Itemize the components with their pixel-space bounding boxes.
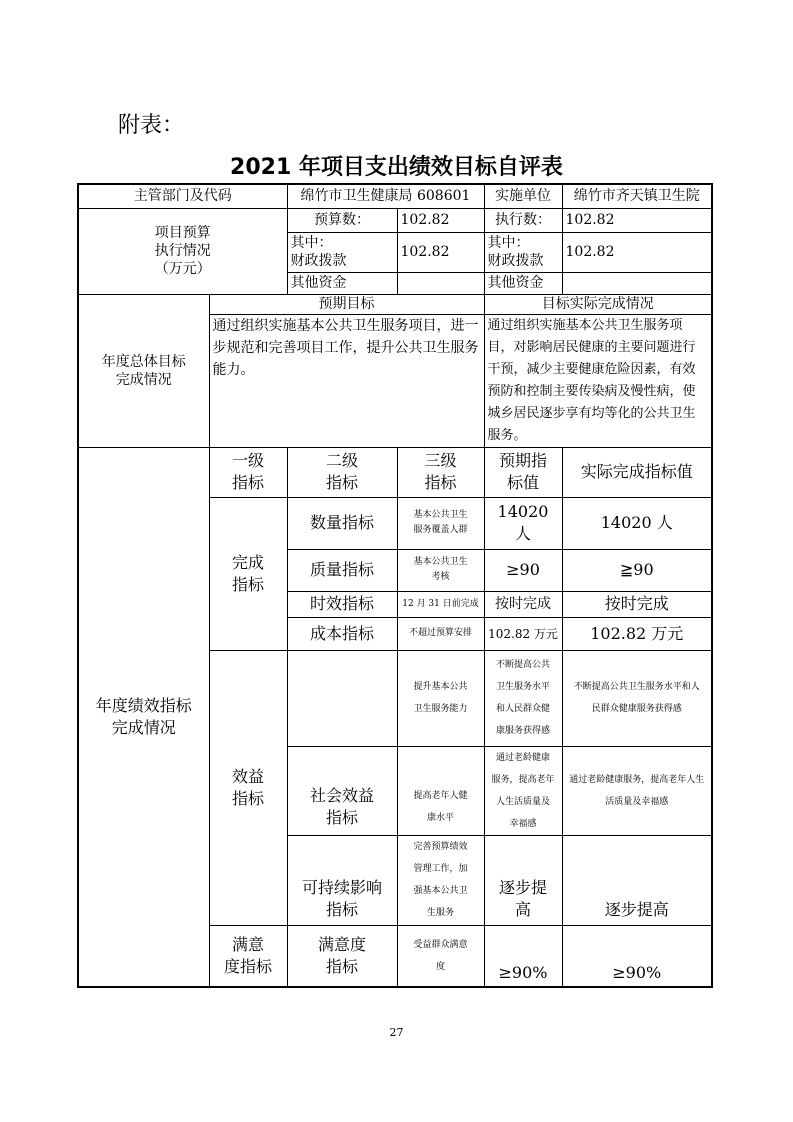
unit-label: 实施单位 (484, 184, 562, 208)
satisfaction-indicators-label: 满意 度指标 (209, 925, 287, 987)
indicator-actual: 通过老龄健康服务，提高老年人生 活质量及幸福感 (562, 746, 712, 835)
fiscal-label-2: 其中： 财政拨款 (484, 232, 562, 272)
indicator-actual: 按时完成 (562, 591, 712, 617)
indicator-actual: 不断提高公共卫生服务水平和人 民群众健康服务获得感 (562, 650, 712, 746)
page-title: 2021 年项目支出绩效目标自评表 (230, 155, 563, 180)
indicator-l2: 可持续影响 指标 (287, 835, 397, 925)
indicator-l3: 完善预算绩效 管理工作，加 强基本公共卫 生服务 (397, 835, 484, 925)
level1-header: 一级 指标 (209, 447, 287, 497)
page-number: 27 (389, 1026, 404, 1039)
actual-goal-header: 目标实际完成情况 (484, 294, 712, 314)
other-fund-value (397, 272, 484, 294)
indicator-l2: 质量指标 (287, 549, 397, 591)
attachment-label: 附表： (118, 113, 185, 138)
indicator-l3: 提升基本公共 卫生服务能力 (397, 650, 484, 746)
indicator-l3: 不超过预算安排 (397, 617, 484, 650)
level3-header: 三级 指标 (397, 447, 484, 497)
budget-amount-label: 预算数： (287, 208, 397, 232)
performance-indicators-label: 年度绩效指标 完成情况 (78, 447, 209, 987)
actual-value-header: 实际完成指标值 (562, 447, 712, 497)
unit-value: 绵竹市齐天镇卫生院 (562, 184, 712, 208)
fiscal-label: 其中： 财政拨款 (287, 232, 397, 272)
indicator-l3: 受益群众满意 度 (397, 925, 484, 987)
exec-amount-label: 执行数： (484, 208, 562, 232)
other-fund-value-2 (562, 272, 712, 294)
indicator-actual: ≥90% (562, 925, 712, 987)
indicator-expected: ≥90 (484, 549, 562, 591)
indicator-l2: 社会效益 指标 (287, 746, 397, 835)
indicator-actual: ≧90 (562, 549, 712, 591)
evaluation-table (77, 183, 713, 988)
indicator-expected: 不断提高公共 卫生服务水平 和人民群众健 康服务获得感 (484, 650, 562, 746)
other-fund-label: 其他资金 (287, 272, 397, 294)
indicator-l3: 基本公共卫生 服务覆盖人群 (397, 497, 484, 549)
expected-value-header: 预期指 标值 (484, 447, 562, 497)
indicator-l2: 数量指标 (287, 497, 397, 549)
indicator-l2: 满意度 指标 (287, 925, 397, 987)
fiscal-value: 102.82 (397, 232, 484, 272)
indicator-expected: 102.82 万元 (484, 617, 562, 650)
dept-value: 绵竹市卫生健康局 608601 (287, 184, 484, 208)
expected-goal-text: 通过组织实施基本公共卫生服务项目，进一步规范和完善项目工作，提升公共卫生服务能力。 (209, 314, 484, 447)
indicator-l2 (287, 650, 397, 746)
exec-amount-value: 102.82 (562, 208, 712, 232)
completion-indicators-label: 完成 指标 (209, 497, 287, 650)
indicator-l2: 成本指标 (287, 617, 397, 650)
fiscal-value-2: 102.82 (562, 232, 712, 272)
indicator-actual: 14020 人 (562, 497, 712, 549)
indicator-expected: 逐步提 高 (484, 835, 562, 925)
indicator-expected: ≥90% (484, 925, 562, 987)
dept-label: 主管部门及代码 (78, 184, 287, 208)
indicator-l2: 时效指标 (287, 591, 397, 617)
indicator-l3: 12 月 31 日前完成 (397, 591, 484, 617)
expected-goal-header: 预期目标 (209, 294, 484, 314)
indicator-expected: 通过老龄健康 服务，提高老年 人生活质量及 幸福感 (484, 746, 562, 835)
indicator-expected: 14020 人 (484, 497, 562, 549)
indicator-l3: 提高老年人健 康水平 (397, 746, 484, 835)
indicator-actual: 102.82 万元 (562, 617, 712, 650)
indicator-actual: 逐步提高 (562, 835, 712, 925)
indicator-expected: 按时完成 (484, 591, 562, 617)
budget-label: 项目预算 执行情况 （万元） (78, 208, 287, 294)
indicator-l3: 基本公共卫生 考核 (397, 549, 484, 591)
budget-amount-value: 102.82 (397, 208, 484, 232)
annual-goals-label: 年度总体目标 完成情况 (78, 294, 209, 447)
level2-header: 二级 指标 (287, 447, 397, 497)
other-fund-label-2: 其他资金 (484, 272, 562, 294)
actual-goal-text: 通过组织实施基本公共卫生服务项目，对影响居民健康的主要问题进行干预，减少主要健康危险因素，有效预防和控制主要传染病及慢性病，使城乡居民逐步享有均等化的公共卫生服务。 (484, 314, 712, 447)
benefit-indicators-label: 效益 指标 (209, 650, 287, 925)
